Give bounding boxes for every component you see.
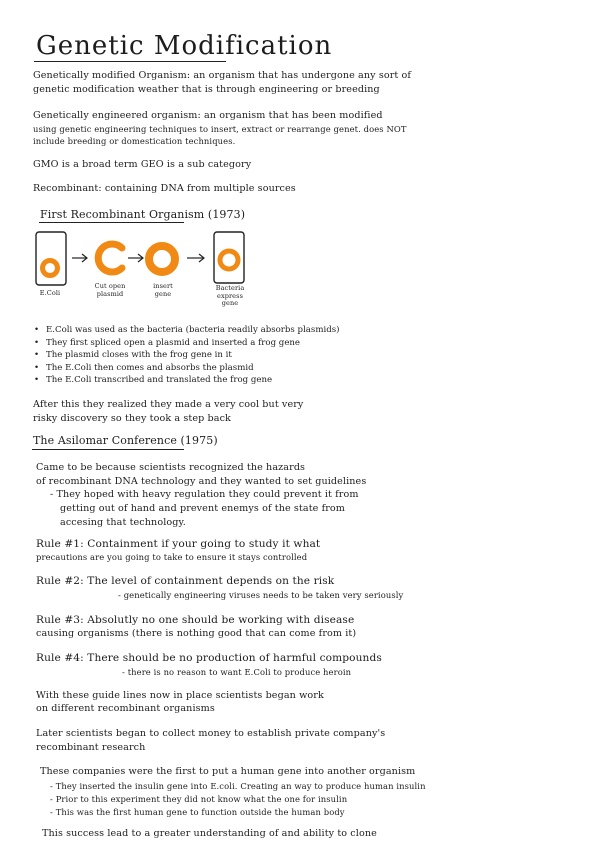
guide-line-2: on different recombinant organisms	[36, 703, 215, 714]
insert-gene-plasmid-shape	[149, 246, 175, 272]
companies-line-1: These companies were the first to put a human gene into another organism	[40, 766, 416, 777]
companies-line-3: - Prior to this experiment they did not know what the one for insulin	[50, 794, 348, 804]
rule-2-line-2: - genetically engineering viruses needs to be taken very seriously	[118, 590, 404, 600]
list-item: • E.Coli was used as the bacteria (bacteria readily absorbs plasmids)	[34, 325, 339, 338]
rule-3-line-1: Rule #3: Absolutly no one should be working with disease	[36, 614, 355, 626]
list-item: • The E.Coli transcribed and translated the frog gene	[34, 375, 339, 388]
later-line-2: recombinant research	[36, 742, 146, 753]
after-line-2: risky discovery so they took a step back	[33, 413, 231, 424]
came-line-4: getting out of hand and prevent enemys of the state from	[60, 503, 345, 514]
came-line-5: accesing that technology.	[60, 517, 186, 528]
cut-plasmid-shape	[98, 244, 122, 272]
list-item: • The E.Coli then comes and absorbs the plasmid	[34, 363, 339, 376]
recombinant-definition: Recombinant: containing DNA from multiple sources	[33, 183, 296, 194]
rule-4-line-1: Rule #4: There should be no production of harmful compounds	[36, 652, 382, 664]
companies-line-2: - They inserted the insulin gene into E.coli. Creating an way to produce human insulin	[50, 781, 426, 791]
guide-line-1: With these guide lines now in place scientists began work	[36, 690, 324, 701]
rule-1-line-1: Rule #1: Containment if your going to study it what	[36, 538, 321, 550]
asilomar-heading: The Asilomar Conference (1975)	[33, 434, 218, 447]
list-item: • They first spliced open a plasmid and inserted a frog gene	[34, 338, 339, 351]
first-recombinant-heading: First Recombinant Organism (1973)	[40, 208, 246, 221]
label-insert-gene: insert gene	[153, 282, 173, 298]
rule-3-line-2: causing organisms (there is nothing good that can come from it)	[36, 628, 357, 639]
success-line: This success lead to a greater understanding of and ability to clone	[42, 828, 377, 839]
list-item: • The plasmid closes with the frog gene in it	[34, 350, 339, 363]
label-ecoli: E.Coli	[39, 289, 61, 297]
page-title: Genetic Modification	[36, 31, 333, 61]
geo-definition-line-3: include breeding or domestication techniques.	[33, 136, 236, 146]
came-line-2: of recombinant DNA technology and they wanted to set guidelines	[36, 476, 367, 487]
bacteria-plasmid-shape	[220, 251, 238, 269]
rule-1-line-2: precautions are you going to take to ensure it stays controlled	[36, 552, 308, 562]
asilomar-underline	[32, 449, 184, 450]
gmo-broad-term: GMO is a broad term GEO is a sub category	[33, 159, 252, 170]
came-line-1: Came to be because scientists recognized the hazards	[36, 462, 306, 473]
companies-line-4: - This was the first human gene to function outside the human body	[50, 807, 345, 817]
gmo-definition-line-2: genetic modification weather that is through engineering or breeding	[33, 84, 380, 95]
first-recombinant-bullets	[34, 325, 339, 388]
gmo-definition-line-1: Genetically modified Organism: an organism that has undergone any sort of	[33, 70, 412, 81]
ecoli-plasmid-shape	[43, 261, 58, 276]
geo-definition-line-1: Genetically engineered organism: an organism that has been modified	[33, 110, 383, 121]
came-line-3: - They hoped with heavy regulation they could prevent it from	[50, 489, 359, 500]
after-line-1: After this they realized they made a very cool but very	[33, 399, 304, 410]
label-bacteria-express-gene: Bacteria express gene	[215, 284, 245, 307]
label-cut-open-plasmid: Cut open plasmid	[94, 282, 126, 298]
later-line-1: Later scientists began to collect money to establish private company's	[36, 728, 386, 739]
rule-4-line-2: - there is no reason to want E.Coli to produce heroin	[122, 667, 352, 677]
rule-2-line-1: Rule #2: The level of containment depends on the risk	[36, 575, 335, 587]
geo-definition-line-2: using genetic engineering techniques to insert, extract or rearrange genet. does NOT	[33, 124, 407, 134]
